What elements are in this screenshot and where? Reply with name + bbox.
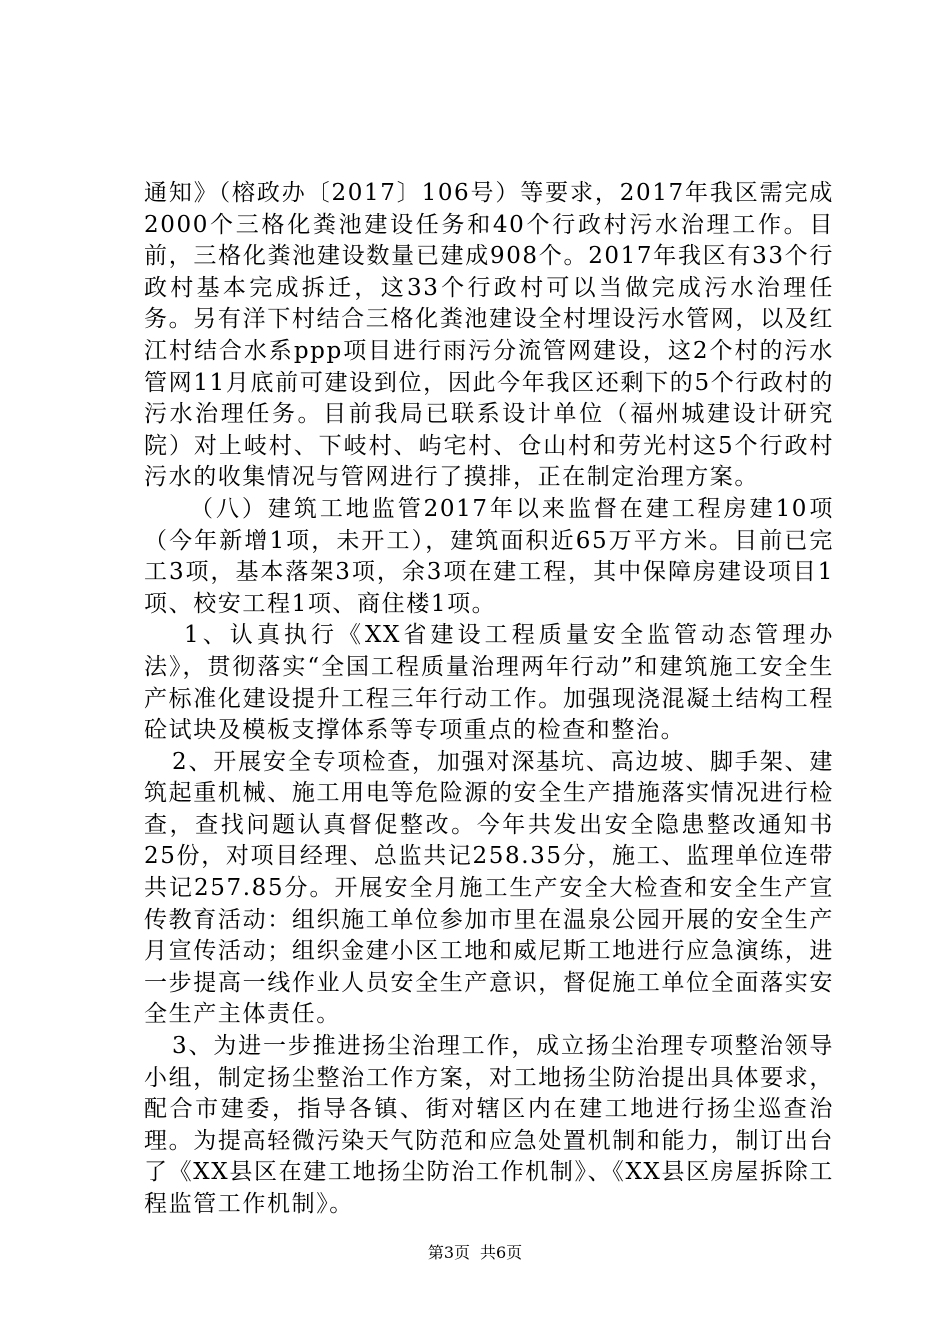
document-body: [144, 178, 834, 1221]
paragraph-item-1: 1、认真执行《XX省建设工程质量安全监管动态管理办法》，贯彻落实“全国工程质量治理两年行动”和建筑施工安全生产标准化建设提升工程三年行动工作。加强现浇混凝土结构工程砼试块及模板支撑体系等专项重点的检查和整治。: [144, 622, 834, 744]
paragraph-item-2: 2、开展安全专项检查，加强对深基坑、高边坡、脚手架、建筑起重机械、施工用电等危险源的安全生产措施落实情况进行检查，查找问题认真督促整改。今年共发出安全隐患整改通知书25份，对项目经理、总监共记258.35分，施工、监理单位连带共记257.85分。开展安全月施工生产安全大检查和安全生产宣传教育活动：组织施工单位参加市里在温泉公园开展的安全生产月宣传活动；组织金建小区工地和威尼斯工地进行应急演练，进一步提高一线作业人员安全生产意识，督促施工单位全面落实安全生产主体责任。: [144, 748, 834, 1028]
paragraph-item-3: 3、为进一步推进扬尘治理工作，成立扬尘治理专项整治领导小组，制定扬尘整治工作方案，对工地扬尘防治提出具体要求，配合市建委，指导各镇、街对辖区内在建工地进行扬尘巡查治理。为提高轻微污染天气防范和应急处置机制和能力，制订出台了《XX县区在建工地扬尘防治工作机制》、《XX县区房屋拆除工程监管工作机制》。: [144, 1033, 834, 1217]
paragraph-sewage-treatment: 通知》（榕政办〔2017〕106号）等要求，2017年我区需完成2000个三格化粪池建设任务和40个行政村污水治理工作。目前，三格化粪池建设数量已建成908个。2017年我区有33个行政村基本完成拆迁，这33个行政村可以当做完成污水治理任务。另有洋下村结合三格化粪池建设全村埋设污水管网，以及红江村结合水系ppp项目进行雨污分流管网建设，这2个村的污水管网11月底前可建设到位，因此今年我区还剩下的5个行政村的污水治理任务。目前我局已联系设计单位（福州城建设计研究院）对上岐村、下岐村、屿宅村、仓山村和劳光村这5个行政村污水的收集情况与管网进行了摸排，正在制定治理方案。: [144, 180, 834, 491]
page-total: 共6页: [480, 1243, 523, 1262]
page-footer: [0, 1242, 950, 1264]
page-number: 第3页: [427, 1243, 470, 1262]
paragraph-site-supervision: （八）建筑工地监管2017年以来监督在建工程房建10项（今年新增1项，未开工），建筑面积近65万平方米。目前已完工3项，基本落架3项，余3项在建工程，其中保障房建设项目1项、校安工程1项、商住楼1项。: [144, 495, 834, 617]
